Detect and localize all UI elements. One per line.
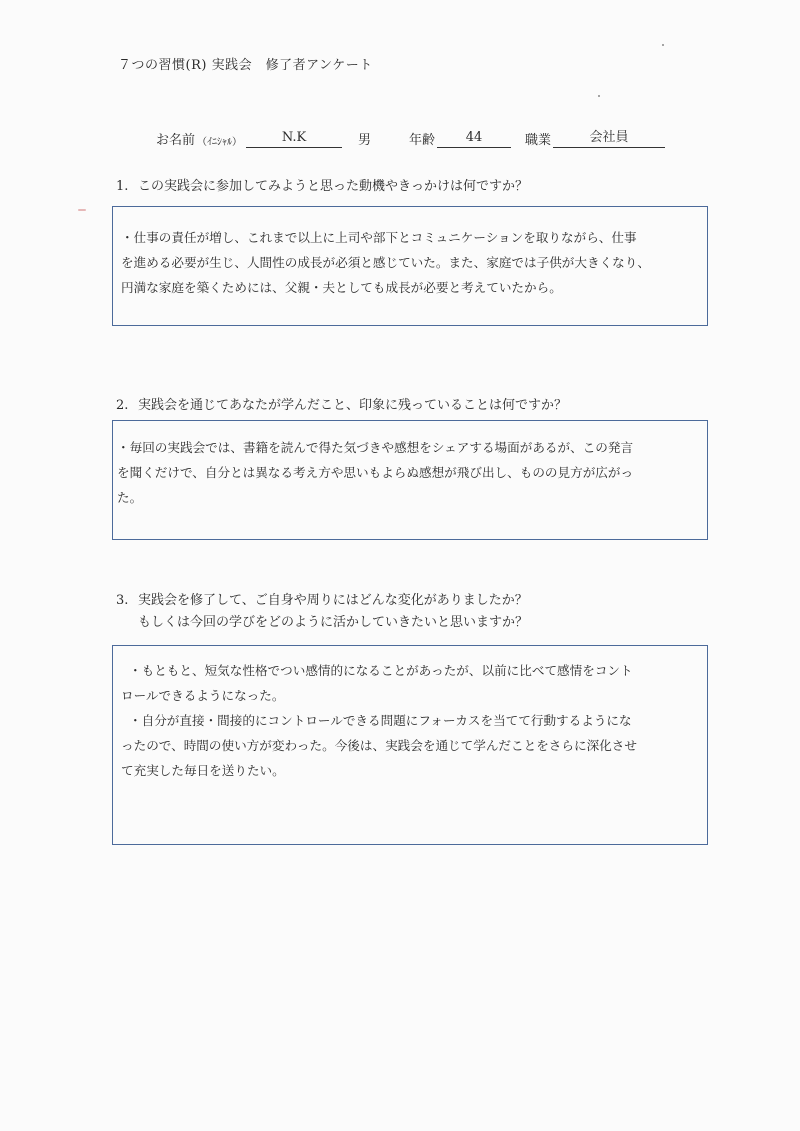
age-label: 年齢 (409, 133, 436, 148)
question-text: 実践会を修了して、ご自身や周りにはどんな変化がありましたか？ (138, 593, 528, 608)
question-number: 1. (116, 179, 129, 194)
answer-box-1 (112, 206, 708, 326)
scan-mark (78, 209, 86, 211)
age-value: 44 (437, 130, 511, 148)
answer-line: ・毎回の実践会では、書籍を読んで得た気づきや感想をシェアする場面があるが、この発言 (117, 440, 634, 455)
answer-line: ・もともと、短気な性格でつい感情的になることがあったが、以前に比べて感情をコント (129, 663, 633, 678)
answer-line: ロールできるようになった。 (121, 688, 285, 703)
question-3 (116, 590, 528, 634)
document-title: ７つの習慣(R) 実践会 修了者アンケート (118, 58, 373, 73)
answer-line: を進める必要が生じ、人間性の成長が必須と感じていた。また、家庭では子供が大きくなり、 (121, 255, 650, 270)
question-2 (116, 395, 567, 417)
scan-dot (598, 95, 600, 97)
name-label: お名前 (156, 133, 196, 148)
question-1 (116, 176, 528, 198)
question-number: 2. (116, 398, 129, 413)
answer-line: た。 (117, 490, 143, 505)
answer-box-2 (112, 420, 708, 540)
answer-line: ったので、時間の使い方が変わった。今後は、実践会を通じて学んだことをさらに深化させ (121, 738, 637, 753)
answer-line: ・自分が直接・間接的にコントロールできる問題にフォーカスを当てて行動するようにな (129, 713, 632, 728)
gender-value: 男 (358, 133, 372, 148)
question-text: 実践会を通じてあなたが学んだこと、印象に残っていることは何ですか？ (138, 398, 568, 413)
answer-line: ・仕事の責任が増し、これまで以上に上司や部下とコミュニケーションを取りながら、仕事 (121, 230, 637, 245)
answer-box-3 (112, 645, 708, 845)
question-number: 3. (116, 593, 129, 608)
initial-label: （ｲﾆｼｬﾙ） (197, 137, 243, 148)
answer-line: 円満な家庭を築くためには、父親・夫としても成長が必要と考えていたから。 (121, 280, 562, 295)
job-value: 会社員 (553, 130, 665, 148)
respondent-info-row (156, 128, 665, 148)
answer-line: を聞くだけで、自分とは異なる考え方や思いもよらぬ感想が飛び出し、ものの見方が広がっ (117, 465, 634, 480)
question-text-line-2: もしくは今回の学びをどのように活かしていきたいと思いますか？ (138, 615, 529, 630)
answer-line: て充実した毎日を送りたい。 (121, 763, 285, 778)
job-label: 職業 (525, 133, 552, 148)
name-value: N.K (246, 130, 342, 148)
question-text: この実践会に参加してみようと思った動機やきっかけは何ですか？ (138, 179, 529, 194)
scan-dot (662, 44, 664, 46)
